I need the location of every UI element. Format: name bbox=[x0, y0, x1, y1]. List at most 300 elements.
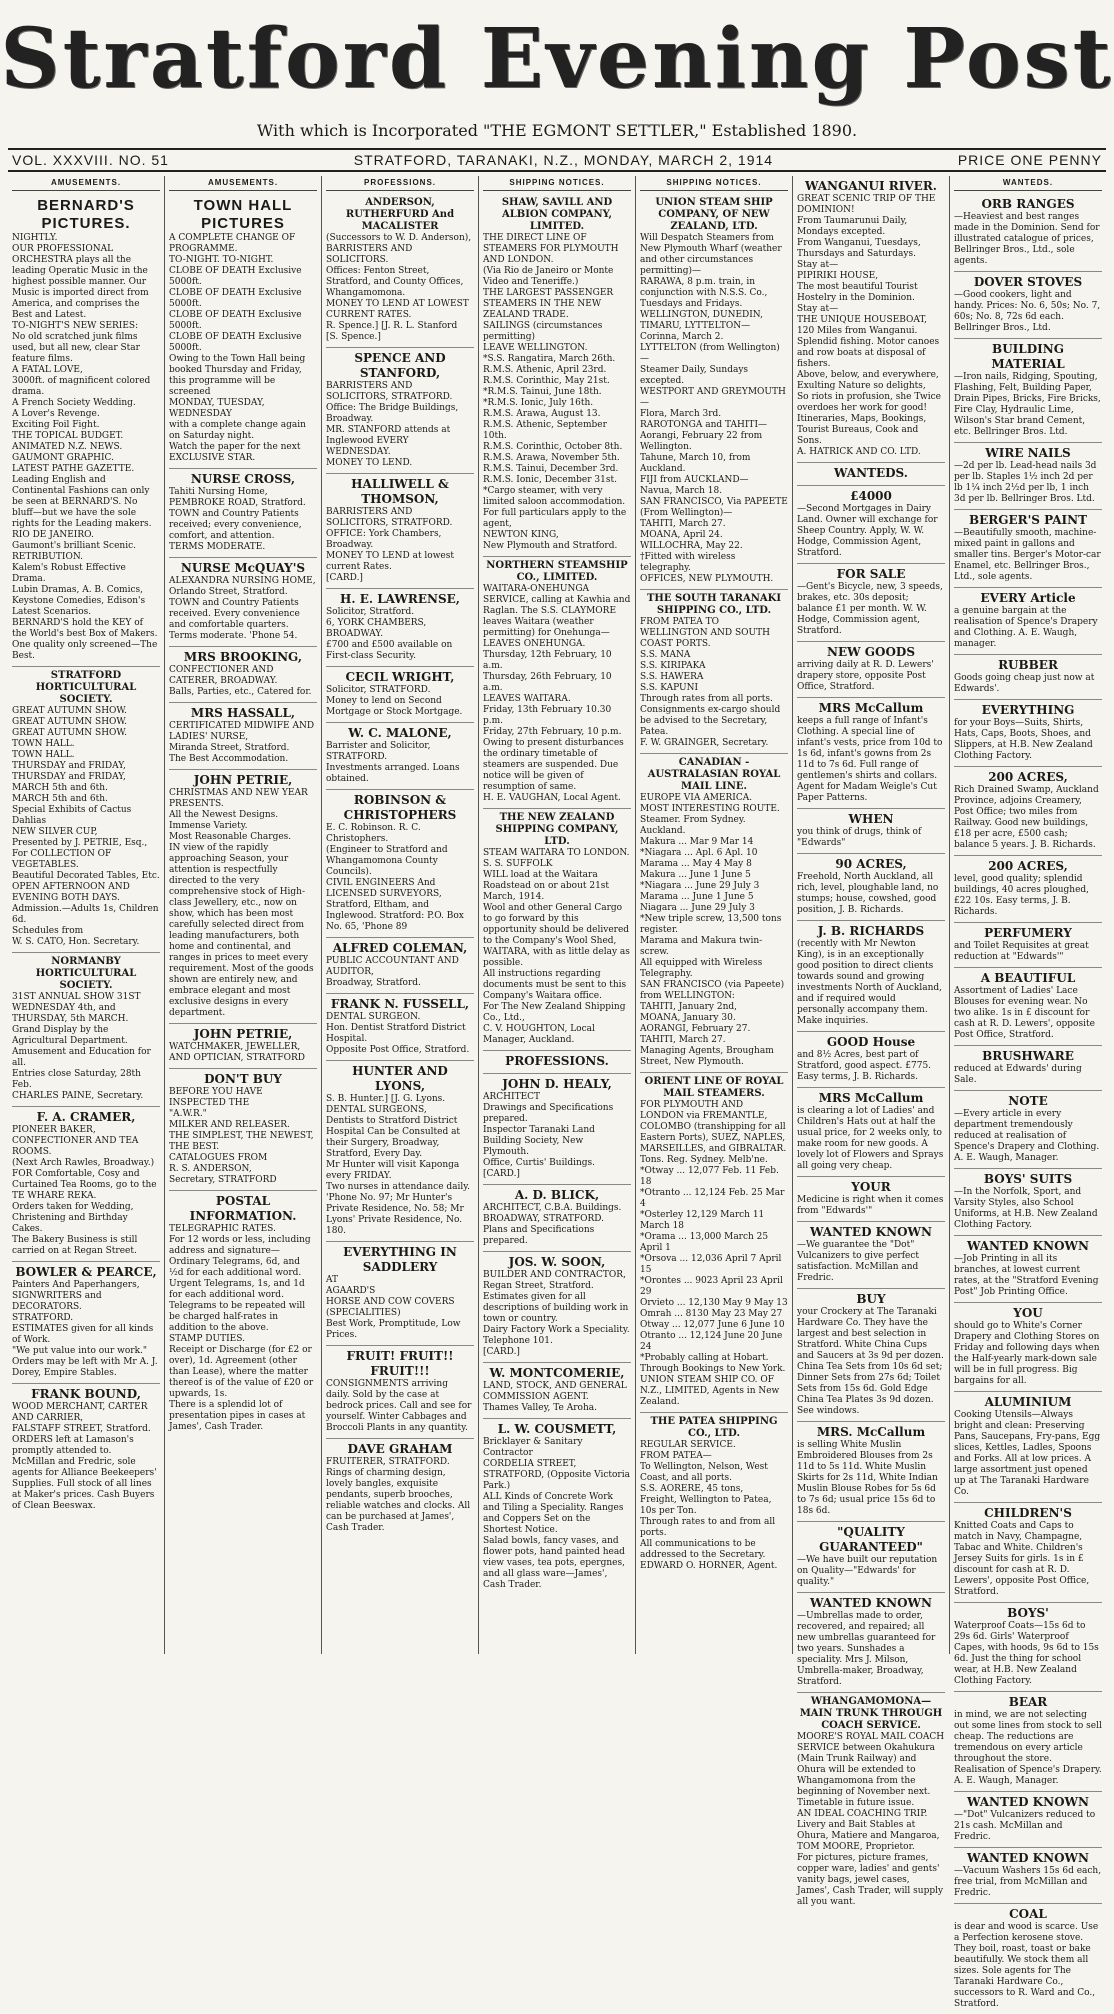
ad-title: W. MONTCOMERIE, bbox=[489, 1366, 625, 1380]
ad-line: arriving daily at R. D. Lewers' drapery store, opposite Post Office, Stratford. bbox=[797, 660, 934, 692]
ad-title: NOTE bbox=[1008, 1094, 1048, 1108]
ad-title: HALLIWELL & THOMSON, bbox=[351, 477, 449, 506]
ad-line: Barrister and Solicitor, STRATFORD. bbox=[326, 741, 431, 762]
ad-line: TELEGRAPHIC RATES. bbox=[169, 1224, 276, 1234]
ad-line: *New triple screw, 13,500 tons register. bbox=[640, 914, 782, 935]
advertisement bbox=[954, 1046, 1102, 1091]
ad-title: DAVE GRAHAM bbox=[347, 1442, 453, 1456]
ad-body bbox=[483, 1437, 631, 1591]
ad-line: So riots in profusion, she Twice overdoes her work for good! bbox=[797, 392, 941, 413]
ad-line: NIGHTLY. bbox=[12, 233, 58, 243]
ad-title: WANTED KNOWN bbox=[810, 1596, 932, 1610]
ad-line: †Fitted with wireless telegraphy. bbox=[640, 552, 736, 573]
ad-line: Investments arranged. Loans obtained. bbox=[326, 763, 460, 784]
ad-line: *S.S. Rangatira, March 26th. bbox=[483, 354, 616, 364]
advertisement bbox=[797, 1693, 945, 1912]
ad-line: WILLOCHRA, May 22. bbox=[640, 541, 743, 551]
ad-line: SAN FRANCISCO, Via PAPEETE (From Wellington)— bbox=[640, 497, 788, 518]
ad-line: THE TOPICAL BUDGET. bbox=[12, 431, 124, 441]
ad-line: your Crockery at The Taranaki Hardware Co. They have the largest and best selection in Stratford. White China Cups and Saucers at 3s 9d per dozen. China Tea Sets from 10s 6d set; Dinner Sets from 27s 6d; Toilet Sets from 15s 6d. Gold Edge China Tea Plates 3s 9d dozen. See windows. bbox=[797, 1307, 944, 1416]
ad-title: A. D. BLICK, bbox=[514, 1188, 600, 1202]
ad-body bbox=[483, 1381, 631, 1414]
ad-line: OPEN AFTERNOON AND EVENING BOTH DAYS. bbox=[12, 882, 130, 903]
ad-line: ALL Kinds of Concrete Work and Tiling a Speciality. Ranges and Coppers Set on the Shortest Notice. bbox=[483, 1492, 624, 1535]
ad-line: THE DIRECT LINE OF STEAMERS FOR PLYMOUTH AND LONDON. bbox=[483, 233, 619, 265]
ad-line: TO-NIGHT'S NEW SERIES: bbox=[12, 321, 139, 331]
ad-line: S.S. MANA bbox=[640, 650, 691, 660]
ad-line: RIO DE JANEIRO. bbox=[12, 530, 94, 540]
advertisement bbox=[954, 1848, 1102, 1904]
ad-title: NEW GOODS bbox=[827, 645, 915, 659]
ad-body bbox=[954, 785, 1102, 851]
ad-body bbox=[169, 576, 317, 642]
advertisement bbox=[954, 1303, 1102, 1392]
ad-line: reduced at Edwards' during Sale. bbox=[954, 1064, 1082, 1085]
ad-line: ORDERS left at Lamason's promptly attended to. bbox=[12, 1435, 134, 1456]
ad-line: Otranto ... 12,124 June 20 June 24 bbox=[640, 1331, 783, 1352]
ad-line: McMillan and Fredric, sole agents for Alliance Beekeepers' Supplies. Full stock of all lines at Maker's prices. Cash Buyers of Clean Beeswax. bbox=[12, 1457, 157, 1511]
ad-line: should go to White's Corner Drapery and Clothing Stores on Friday and following days when the Half-yearly mark-down sale will be in full progress. Big bargains for all. bbox=[954, 1321, 1100, 1386]
ad-line: OUR PROFESSIONAL ORCHESTRA plays all the leading Operatic Music in the highest possible manner. Our Music is imported direct from America, and comprises the Best and Latest. bbox=[12, 244, 149, 320]
ad-title: F. A. CRAMER, bbox=[36, 1110, 136, 1124]
ad-line: Orders taken for Wedding, Christening and Birthday Cakes. bbox=[12, 1202, 134, 1234]
advertisement bbox=[797, 1522, 945, 1593]
ad-line: GAUMONT GRAPHIC. bbox=[12, 453, 114, 463]
ad-title: WHANGAMOMONA—MAIN TRUNK THROUGH COACH SERVICE. bbox=[799, 1696, 943, 1731]
ad-title: TOWN HALL PICTURES bbox=[193, 197, 293, 232]
ad-body bbox=[954, 986, 1102, 1041]
column-heading: SHIPPING NOTICES. bbox=[483, 176, 631, 191]
ad-line: Broadway, Stratford. bbox=[326, 978, 421, 988]
ad-title: L. W. COUSMETT, bbox=[497, 1422, 617, 1436]
ad-line: MONDAY, TUESDAY, WEDNESDAY bbox=[169, 398, 265, 419]
ad-line: keeps a full range of Infant's Clothing. A special line of infant's vests, price from 10d to 1s 6d, infant's gowns from 2s 11d to 7s 6d. Full range of gentlemen's shirts and collars. Agent for Madam Weigle's Cut Paper Patterns. bbox=[797, 716, 943, 803]
ad-line: From Wanganui, Tuesdays, Thursdays and Saturdays. bbox=[797, 238, 921, 259]
ad-line: S. S. SUFFOLK bbox=[483, 859, 553, 869]
ad-body bbox=[483, 1092, 631, 1180]
ad-line: For 12 words or less, including address and signature— bbox=[169, 1235, 311, 1256]
ad-title: YOU bbox=[1013, 1306, 1043, 1320]
ad-body bbox=[797, 1440, 945, 1517]
ad-body bbox=[483, 848, 631, 1046]
advertisement bbox=[326, 1439, 474, 1538]
dateline bbox=[8, 148, 1106, 172]
advertisement bbox=[483, 1185, 631, 1252]
ad-title: THE PATEA SHIPPING CO., LTD. bbox=[650, 1416, 778, 1439]
ad-body bbox=[326, 741, 474, 785]
ad-line: Lubin Dramas, A. B. Comics, Keystone Comedies, Edison's Latest Scenarios. bbox=[12, 585, 146, 617]
ad-line: LYTTELTON (from Wellington)— bbox=[640, 343, 780, 364]
ad-line: Most Reasonable Charges. bbox=[169, 832, 292, 842]
ad-line: CHRISTMAS AND NEW YEAR PRESENTS. bbox=[169, 788, 308, 809]
ad-body bbox=[797, 827, 945, 849]
ad-line: Owing to present disturbances the ordinary timetable of steamers are suspended. Due notice will be given of resumption of same. bbox=[483, 738, 624, 792]
advertisement bbox=[797, 1593, 945, 1693]
ad-line: NEW SILVER CUP, bbox=[12, 827, 98, 837]
ad-body bbox=[797, 1106, 945, 1172]
advertisement bbox=[797, 463, 945, 486]
ad-title: CECIL WRIGHT, bbox=[345, 670, 455, 684]
advertisement bbox=[483, 809, 631, 1051]
ad-line: A FATAL LOVE, bbox=[12, 365, 83, 375]
ad-title: THE SOUTH TARANAKI SHIPPING CO., LTD. bbox=[646, 593, 781, 616]
ad-line: BUILDER AND CONTRACTOR, Regan Street, Stratford. bbox=[483, 1270, 626, 1291]
ad-body bbox=[326, 956, 474, 989]
ad-line: Tahiti Nursing Home, bbox=[169, 487, 268, 497]
advertisement bbox=[797, 1032, 945, 1088]
ad-title: WHEN bbox=[848, 812, 894, 826]
column-heading: AMUSEMENTS. bbox=[169, 176, 317, 191]
ad-line: —"Dot" Vulcanizers reduced to 21s cash. McMillan and Fredric. bbox=[954, 1810, 1096, 1842]
ad-body bbox=[640, 793, 788, 1068]
ad-line: *R.M.S. Tainui, June 18th. bbox=[483, 387, 602, 397]
ad-line: MONEY TO LEND AT LOWEST CURRENT RATES. bbox=[326, 299, 469, 320]
ad-body bbox=[797, 1555, 945, 1588]
ad-body bbox=[797, 1240, 945, 1284]
ad-body bbox=[640, 1100, 788, 1408]
ad-title: BERNARD'S PICTURES. bbox=[37, 197, 135, 232]
ad-line: LATEST PATHE GAZETTE. bbox=[12, 464, 135, 474]
ad-line: FALSTAFF STREET, Stratford. bbox=[12, 1424, 151, 1434]
ad-line: —Job Printing in all its branches, at lowest current rates, at the "Stratford Evening Post" Job Printing Office. bbox=[954, 1254, 1099, 1297]
ad-line: MOST INTERESTING ROUTE. bbox=[640, 804, 780, 814]
ad-body bbox=[954, 1064, 1102, 1086]
column-7 bbox=[950, 176, 1106, 2009]
ad-line: R.M.S. Athenic, September 10th. bbox=[483, 420, 607, 441]
ad-body bbox=[640, 617, 788, 749]
ad-line: The Bakery Business is still carried on at Regan Street. bbox=[12, 1235, 138, 1256]
ad-line: ANIMATED N.Z. NEWS. bbox=[12, 442, 123, 452]
ad-body bbox=[797, 716, 945, 804]
ad-line: THURSDAY and FRIDAY, bbox=[12, 772, 126, 782]
ad-line: you think of drugs, think of "Edwards" bbox=[797, 827, 922, 848]
ad-title: FRANK N. FUSSELL, bbox=[330, 997, 470, 1011]
ad-title: MRS McCallum bbox=[818, 1091, 924, 1105]
ad-line: —Iron nails, Ridging, Spouting, Flashing, Felt, Building Paper, Drain Pipes, Bricks, Fire Bricks, Fire Clay, Hydraulic Lime, Wilson's Star brand Cement, etc. Bellringer Bros. Ltd. bbox=[954, 372, 1101, 437]
ad-line: Owing to the Town Hall being booked Thursday and Friday, this programme will be screened bbox=[169, 354, 306, 397]
advertisement bbox=[483, 1252, 631, 1363]
ad-line: Estimates given for all descriptions of building work in town or country. bbox=[483, 1292, 629, 1324]
ad-line: TOWN HALL. bbox=[12, 739, 75, 749]
ad-line: (Engineer to Stratford and Whangamomona County Councils). bbox=[326, 845, 448, 877]
ad-body bbox=[169, 1042, 317, 1064]
ad-line: ESTIMATES given for all kinds of Work. bbox=[12, 1324, 154, 1345]
ad-line: The Best Accommodation. bbox=[169, 754, 289, 764]
ad-line: SAN FRANCISCO (via Papeete) from WELLINGTON: bbox=[640, 980, 785, 1001]
ad-line: The most beautiful Tourist Hostelry in the Dominion. bbox=[797, 282, 918, 303]
column-3 bbox=[322, 176, 479, 1654]
ad-body bbox=[12, 1125, 160, 1257]
ad-body bbox=[954, 290, 1102, 334]
column-1 bbox=[8, 176, 165, 1654]
ad-line: Makura ... June 1 June 5 bbox=[640, 870, 751, 880]
ad-line: Cooking Utensils—Always bright and clean: Preserving Pans, Saucepans, Fry-pans, Egg slices, Kettles, Ladles, Spoons and Forks. All at low prices. A large assortment just opened up at The Taranaki Hardware Co. bbox=[954, 1410, 1101, 1497]
ad-line: Urgent Telegrams, 1s, and 1d for each additional word. Telegrams to be repeated will be charged half-rates in addition to the above. bbox=[169, 1279, 306, 1333]
ad-line: IN view of the rapidly approaching Season, your attention is respectfully directed to the very comprehensive stock of High-class Jewellery, etc., now on show, which has been most carefully selected direct from leading manufacturers, both home and continental, and ranges in prices to meet every requirement. Most of the goods shown are entirely new, and embrace elegant and most exclusive designs in every department. bbox=[169, 843, 314, 1018]
ad-line: *Orontes ... 9023 April 23 April 29 bbox=[640, 1276, 783, 1297]
ad-line: BERNARD'S hold the KEY of the World's best Box of Makers. bbox=[12, 618, 158, 639]
advertisement bbox=[954, 1091, 1102, 1169]
ad-line: Tahune, March 10, from Auckland. bbox=[640, 453, 751, 474]
ad-line: *Otway ... 12,077 Feb. 11 Feb. 18 bbox=[640, 1166, 779, 1187]
ad-line: TE WHARE REKA. bbox=[12, 1191, 97, 1201]
ad-title: JOHN PETRIE, bbox=[193, 1027, 293, 1041]
ad-line: REGULAR SERVICE. bbox=[640, 1440, 736, 1450]
ad-title: ALFRED COLEMAN, bbox=[332, 941, 468, 955]
advertisement bbox=[12, 1262, 160, 1384]
ad-body bbox=[954, 528, 1102, 583]
ad-line: CLOBE OF DEATH Exclusive 5000ft. bbox=[169, 310, 302, 331]
ad-body bbox=[954, 1410, 1102, 1498]
ad-title: NURSE McQUAY'S bbox=[180, 561, 306, 575]
ad-title: 90 ACRES, bbox=[835, 857, 907, 871]
advertisement bbox=[797, 1289, 945, 1422]
ad-line: Opposite Post Office, Stratford. bbox=[326, 1045, 470, 1055]
advertisement bbox=[954, 1392, 1102, 1503]
ad-line: GREAT AUTUMN SHOW. bbox=[12, 717, 127, 727]
ad-title: BUY bbox=[856, 1292, 886, 1306]
column-heading: SHIPPING NOTICES. bbox=[640, 176, 788, 191]
ad-line: Tons. Reg. Sydney. Melb'ne. bbox=[640, 1155, 768, 1165]
ad-line: No old scratched junk films used, but all new, clear Star feature films. bbox=[12, 332, 140, 364]
ad-title: CANADIAN - AUSTRALASIAN ROYAL MAIL LINE. bbox=[647, 757, 781, 792]
ad-line: *R.M.S. Ionic, July 16th. bbox=[483, 398, 594, 408]
ad-line: ARCHITECT, C.B.A. Buildings. bbox=[483, 1203, 622, 1213]
advertisement bbox=[169, 1191, 317, 1437]
ad-line: FROM PATEA— bbox=[640, 1451, 712, 1461]
ad-line: GREAT AUTUMN SHOW. bbox=[12, 706, 127, 716]
ad-title: STRATFORD HORTICULTURAL SOCIETY. bbox=[35, 670, 137, 705]
ad-line: Assortment of Ladies' Lace Blouses for evening wear. No two alike. 1s in £ discount for cash at R. D. Lewers', opposite Post Office, Stratford. bbox=[954, 986, 1095, 1040]
ad-line: DENTAL SURGEONS, bbox=[326, 1105, 427, 1115]
ad-line: Through rates to and from all ports. bbox=[640, 1517, 776, 1538]
ad-line: GREAT SCENIC TRIP OF THE DOMINION! bbox=[797, 194, 936, 215]
ad-body bbox=[797, 504, 945, 559]
ad-line: R.M.S. Athenic, April 23rd. bbox=[483, 365, 607, 375]
ad-line: [CARD.] bbox=[483, 1169, 520, 1179]
ad-line: All communications to be addressed to the Secretary. bbox=[640, 1539, 766, 1560]
ad-title: NORTHERN STEAMSHIP CO., LIMITED. bbox=[486, 560, 628, 583]
ad-line: Tuesdays and Fridays. bbox=[640, 299, 743, 309]
ad-line: PIONEER BAKER, CONFECTIONER AND TEA ROOMS. bbox=[12, 1125, 139, 1157]
ad-line: Exciting Foil Fight. bbox=[12, 420, 100, 430]
ad-title: DON'T BUY bbox=[204, 1072, 282, 1086]
ad-line: Will Despatch Steamers from New Plymouth Wharf (weather and other circumstances permitting)— bbox=[640, 233, 782, 276]
ad-line: Salad bowls, fancy vases, and flower pots, hand painted head view vases, tea pots, epergnes, and all glass ware—James', Cash Trader. bbox=[483, 1536, 625, 1590]
ad-title: MRS McCallum bbox=[818, 701, 924, 715]
ad-line: S.S. AORERE, 45 tons, bbox=[640, 1484, 744, 1494]
ad-body bbox=[954, 874, 1102, 918]
ad-line: A French Society Wedding. bbox=[12, 398, 136, 408]
advertisement bbox=[797, 486, 945, 564]
ad-body bbox=[12, 1402, 160, 1512]
ad-body bbox=[483, 584, 631, 804]
advertisement bbox=[12, 953, 160, 1107]
ad-title: ALUMINIUM bbox=[984, 1395, 1072, 1409]
advertisement bbox=[954, 339, 1102, 443]
advertisement bbox=[954, 923, 1102, 968]
ad-line: A COMPLETE CHANGE OF PROGRAMME. bbox=[169, 233, 296, 254]
ad-line: Hon. Dentist Stratford District Hospital. bbox=[326, 1023, 466, 1044]
ad-title: ANDERSON, RUTHERFURD And MACALISTER bbox=[345, 197, 455, 232]
ad-line: TO-NIGHT. TO-NIGHT. bbox=[169, 255, 274, 265]
ad-title: H. E. LAWRENSE, bbox=[340, 592, 460, 606]
ad-line: S.S. KAPUNI bbox=[640, 683, 699, 693]
ad-title: YOUR bbox=[851, 1180, 891, 1194]
ad-line: is selling White Muslin Embroidered Blouses from 2s 11d to 5s 11d. White Muslin Skirts for 2s 11d, White Indian Muslin Blouse Robes for 5s 6d to 7s 6d; usual price 15s 6d to 18s 6d. bbox=[797, 1440, 938, 1516]
ad-line: AN IDEAL COACHING TRIP. bbox=[797, 1809, 928, 1819]
ad-line: New Plymouth and Stratford. bbox=[483, 541, 618, 551]
ad-title: SHAW, SAVILL AND ALBION COMPANY, LIMITED. bbox=[501, 197, 613, 232]
ad-line: Orlando Street, Stratford. bbox=[169, 587, 288, 597]
ad-line: Thames Valley, Te Aroha. bbox=[483, 1403, 597, 1413]
ad-body bbox=[326, 1094, 474, 1237]
column-heading: WANTEDS. bbox=[954, 176, 1102, 191]
ad-line: and Toilet Requisites at great reduction at "Edwards'" bbox=[954, 941, 1089, 962]
ad-line: MOANA, April 24. bbox=[640, 530, 723, 540]
advertisement bbox=[169, 469, 317, 558]
ad-line: WILL load at the Waitara Roadstead on or about 21st March, 1914. bbox=[483, 870, 610, 902]
ad-line: Omrah ... 8130 May 23 May 27 bbox=[640, 1309, 783, 1319]
place-date: STRATFORD, TARANAKI, N.Z., MONDAY, MARCH 2, 1914 bbox=[353, 152, 774, 168]
ad-line: FRUITERER, STRATFORD. bbox=[326, 1457, 450, 1467]
ad-line: One quality only screened—The Best. bbox=[12, 640, 158, 661]
volume-number: VOL. XXXVIII. NO. 51 bbox=[12, 152, 169, 168]
ad-line: MARCH 5th and 6th. bbox=[12, 783, 108, 793]
advertisement bbox=[797, 564, 945, 642]
column-6 bbox=[793, 176, 950, 1907]
ad-line: FOR Comfortable, Cosy and Curtained Tea Rooms, go to the bbox=[12, 1169, 157, 1190]
ad-body bbox=[954, 1922, 1102, 2010]
ad-body bbox=[169, 788, 317, 1019]
advertisement bbox=[797, 1222, 945, 1289]
ad-line: HORSE AND COW COVERS (SPECIALITIES) bbox=[326, 1297, 455, 1318]
ad-title: EVERYTHING bbox=[981, 703, 1075, 717]
advertisement bbox=[797, 854, 945, 921]
ad-line: CONSIGNMENTS arriving daily. Sold by the case at bedrock prices. Call and see for yourself. Winter Cabbages and Broccoli Plants in any quantity. bbox=[326, 1379, 472, 1433]
ad-line: WAITARA-ONEHUNGA SERVICE, calling at Kawhia and Raglan. The S.S. CLAYMORE leaves Waitara (weather permitting) for Onehunga— bbox=[483, 584, 631, 638]
ad-line: Marama and Makura twin-screw. bbox=[640, 936, 763, 957]
advertisement bbox=[797, 642, 945, 698]
ad-line: Solicitor, Stratford. bbox=[326, 607, 415, 617]
ad-line: —We guarantee the "Dot" Vulcanizers to give perfect satisfaction. McMillan and Fredric. bbox=[797, 1240, 920, 1283]
ad-line: 6, YORK CHAMBERS, BROADWAY. bbox=[326, 618, 427, 639]
ad-line: DENTAL SURGEON. bbox=[326, 1012, 421, 1022]
advertisement bbox=[954, 1603, 1102, 1692]
advertisement bbox=[954, 1169, 1102, 1236]
ad-line: A Lover's Revenge. bbox=[12, 409, 100, 419]
ad-title: EVERYTHING IN SADDLERY bbox=[343, 1245, 457, 1274]
ad-line: MILKER AND RELEASER. bbox=[169, 1120, 290, 1130]
ad-line: Livery and Bait Stables at Ohura, Matiere and Mangaroa, bbox=[797, 1820, 940, 1841]
ad-line: WESTPORT AND GREYMOUTH— bbox=[640, 387, 786, 408]
masthead-title: Stratford Evening Post bbox=[0, 11, 1114, 107]
ad-line: WOOD MERCHANT, CARTER AND CARRIER, bbox=[12, 1402, 148, 1423]
ad-line: Inspector Taranaki Land Building Society, New Plymouth. bbox=[483, 1125, 595, 1157]
ad-line: Kalem's Robust Effective Drama. bbox=[12, 563, 126, 584]
ad-line: —In the Norfolk, Sport, and Varsity Styles, also School Uniforms, at H.B. New Zealand Clothing Factory. bbox=[954, 1187, 1098, 1230]
ad-title: RUBBER bbox=[998, 658, 1058, 672]
ad-title: THE NEW ZEALAND SHIPPING COMPANY, LTD. bbox=[495, 812, 619, 847]
advertisement bbox=[640, 194, 788, 590]
ad-line: CLOBE OF DEATH Exclusive 5000ft. bbox=[169, 266, 302, 287]
ad-title: CHILDREN'S bbox=[984, 1506, 1072, 1520]
ad-line: Friday, 27th February, 10 p.m. bbox=[483, 727, 622, 737]
ad-title: JOHN PETRIE, bbox=[193, 773, 293, 787]
advertisement bbox=[954, 272, 1102, 339]
ad-line: ALEXANDRA NURSING HOME, bbox=[169, 576, 316, 586]
ad-line: R. S. ANDERSON, bbox=[169, 1164, 252, 1174]
ad-line: TAHITI, January 2nd, bbox=[640, 1002, 738, 1012]
ad-line: —Vacuum Washers 15s 6d each, free trial, from McMillan and Fredric. bbox=[954, 1866, 1102, 1898]
ad-title: BEAR bbox=[1008, 1695, 1048, 1709]
ad-line: BROADWAY, STRATFORD. bbox=[483, 1214, 605, 1224]
ad-line: Goods going cheap just now at Edwards'. bbox=[954, 673, 1095, 694]
ad-line: *Niagara ... Apl. 6 Apl. 10 bbox=[640, 848, 758, 858]
column-5 bbox=[636, 176, 793, 1654]
ad-line: Grand Display by the Agricultural Department. Amusement and Education for all. bbox=[12, 1025, 151, 1068]
ad-title: A BEAUTIFUL bbox=[980, 971, 1076, 985]
ad-line: (Next Arch Rawles, Broadway.) bbox=[12, 1158, 155, 1168]
ad-line: Drawings and Specifications prepared. bbox=[483, 1103, 614, 1124]
ad-line: For COLLECTION OF VEGETABLES. bbox=[12, 849, 112, 870]
ad-line: Rings of charming design, lovely bangles, exquisite pendants, superb brooches, reliable watches and clocks. All can be purchased at James', Cash Trader. bbox=[326, 1468, 471, 1533]
ad-line: Schedules from bbox=[12, 926, 84, 936]
ad-line: and 8½ Acres, best part of Stratford, good aspect. £775. Easy terms, J. B. Richards. bbox=[797, 1050, 932, 1082]
ad-line: Orvieto ... 12,130 May 9 May 13 bbox=[640, 1298, 788, 1308]
ad-body bbox=[12, 233, 160, 662]
ad-body bbox=[326, 607, 474, 662]
ad-line: Wool and other General Cargo to go forward by this opportunity should be delivered to the Company's Wool Shed, WAITARA, with as little delay as possible. bbox=[483, 903, 630, 968]
ad-title: £4000 bbox=[850, 489, 892, 503]
ad-line: level, good quality; splendid buildings, 40 acres ploughed, £22 10s. Easy terms, J. B. Richards. bbox=[954, 874, 1090, 917]
ad-title: SPENCE AND STANFORD, bbox=[354, 351, 446, 380]
column-2 bbox=[165, 176, 322, 1654]
ad-line: CORDELIA STREET, STRATFORD, (Opposite Victoria Park.) bbox=[483, 1459, 630, 1491]
ad-line: THE SIMPLEST, THE NEWEST, THE BEST. bbox=[169, 1131, 314, 1152]
advertisement bbox=[954, 1236, 1102, 1303]
ad-line: R.M.S. Tainui, December 3rd. bbox=[483, 464, 619, 474]
advertisement bbox=[483, 194, 631, 557]
ad-body bbox=[326, 685, 474, 718]
ad-line: MONEY TO LEND. bbox=[326, 458, 413, 468]
ad-line: is clearing a lot of Ladies' and Children's Hats out at half the usual price, for 2 weeks only, to make room for new goods. A lovely lot of Flowers and Sprays all going very cheap. bbox=[797, 1106, 944, 1171]
advertisement bbox=[797, 1177, 945, 1222]
ad-line: Steamer Daily, Sundays excepted. bbox=[640, 365, 749, 386]
ad-body bbox=[954, 372, 1102, 438]
ad-line: Waterproof Coats—15s 6d to 29s 6d. Girls' Waterproof Capes, with hoods, 9s 6d to 15s 6d. Just the thing for school wear, at H.B. New Zealand Clothing Factory. bbox=[954, 1621, 1099, 1686]
ad-body bbox=[326, 507, 474, 584]
ad-line: Miranda Street, Stratford. bbox=[169, 743, 290, 753]
ad-line: —Gent's Bicycle, new, 3 speeds, brakes, etc. 30s deposit; balance £1 per month. W. W. Hodge, Commission agent, Stratford. bbox=[797, 582, 943, 636]
advertisement bbox=[954, 1503, 1102, 1603]
ad-line: For pictures, picture frames, copper ware, ladies' and gents' vanity bags, jewel cases, James', Cash Trader, will supply all you want. bbox=[797, 1853, 944, 1907]
ad-line: EXCLUSIVE STAR. bbox=[169, 453, 256, 463]
ad-line: *Osterley 12,129 March 11 March 18 bbox=[640, 1210, 765, 1231]
ad-line: R. Spence.] [J. R. L. Stanford bbox=[326, 321, 458, 331]
ad-body bbox=[797, 1307, 945, 1417]
ad-line: *Niagara ... June 29 July 3 bbox=[640, 881, 760, 891]
ad-title: COAL bbox=[1009, 1907, 1047, 1921]
ad-body bbox=[169, 487, 317, 553]
ad-title: J. B. RICHARDS bbox=[817, 924, 925, 938]
ad-body bbox=[169, 721, 317, 765]
ad-line: *Orama ... 13,000 March 25 April 1 bbox=[640, 1232, 769, 1253]
advertisement bbox=[797, 176, 945, 463]
advertisement bbox=[12, 667, 160, 953]
ad-line: "We put value into our work." bbox=[12, 1346, 148, 1356]
ad-line: Makura ... Mar 9 Mar 14 bbox=[640, 837, 754, 847]
